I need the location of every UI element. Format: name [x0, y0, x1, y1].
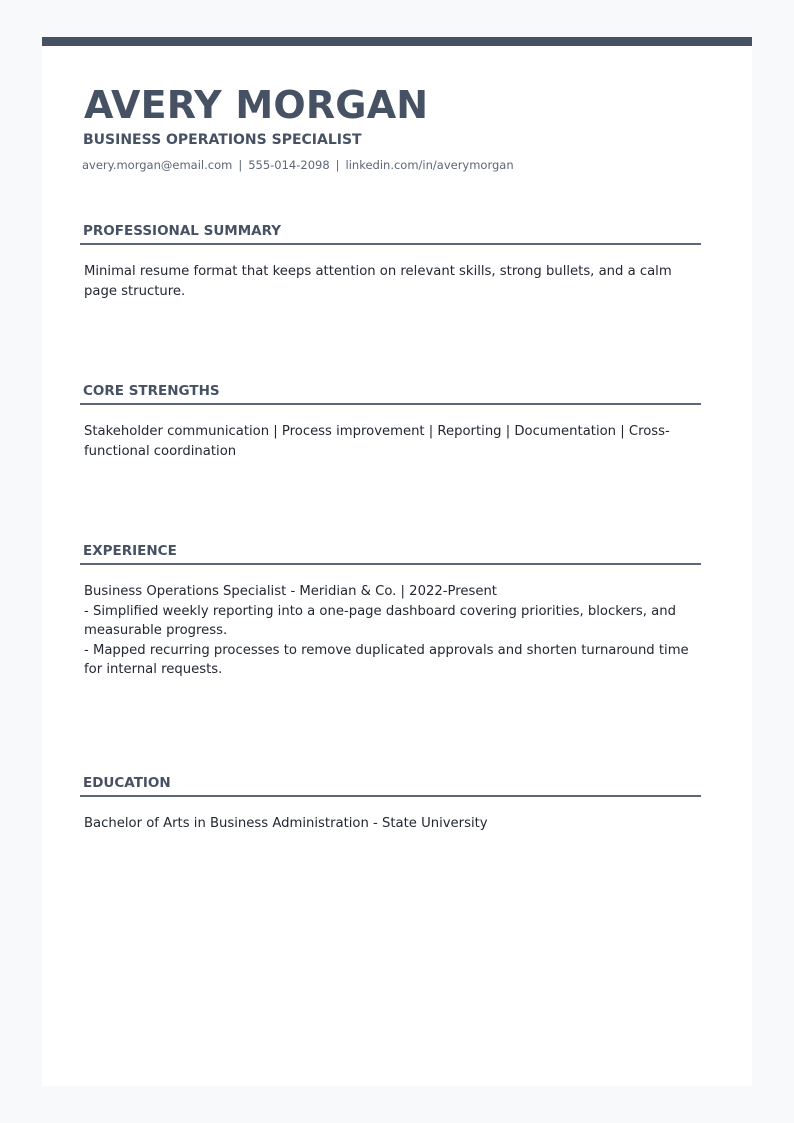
- section-professional-summary: [80, 221, 701, 301]
- section-core-strengths: [80, 381, 701, 461]
- contact-linkedin[interactable]: linkedin.com/in/averymorgan: [345, 158, 514, 172]
- header-accent-bar: [42, 37, 752, 46]
- contact-separator: |: [238, 158, 243, 172]
- contact-email[interactable]: avery.morgan@email.com: [82, 158, 233, 172]
- section-heading: PROFESSIONAL SUMMARY: [80, 221, 701, 245]
- section-experience: [80, 541, 701, 680]
- job-title-line: Business Operations Specialist - Meridian & Co. | 2022-Present: [84, 584, 497, 599]
- text-line: functional coordination: [84, 443, 237, 459]
- section-body: [80, 262, 701, 301]
- section-body: [80, 422, 701, 461]
- section-heading: EXPERIENCE: [80, 541, 701, 565]
- text-line: page structure.: [84, 283, 186, 299]
- section-body: [80, 814, 701, 834]
- section-heading: CORE STRENGTHS: [80, 381, 701, 405]
- text-line: Minimal resume format that keeps attention on relevant skills, strong bullets, and a calm: [84, 264, 672, 279]
- contact-phone[interactable]: 555-014-2098: [248, 158, 330, 172]
- bullet-line: measurable progress.: [84, 623, 228, 639]
- bullet-line: - Simplified weekly reporting into a one-page dashboard covering priorities, blockers, and: [84, 603, 676, 619]
- section-heading: EDUCATION: [80, 773, 701, 797]
- candidate-name: AVERY MORGAN: [84, 83, 429, 127]
- section-education: [80, 773, 701, 834]
- text-line: Stakeholder communication | Process improvement | Reporting | Documentation | Cross-: [84, 424, 670, 439]
- text-line: Bachelor of Arts in Business Administration - State University: [84, 816, 488, 831]
- contact-line: [82, 157, 514, 173]
- bullet-line: for internal requests.: [84, 662, 223, 678]
- section-body: [80, 582, 701, 680]
- contact-separator: |: [335, 158, 340, 172]
- candidate-role: BUSINESS OPERATIONS SPECIALIST: [83, 132, 362, 148]
- resume-page: [42, 37, 752, 1086]
- bullet-line: - Mapped recurring processes to remove duplicated approvals and shorten turnaround time: [84, 642, 689, 658]
